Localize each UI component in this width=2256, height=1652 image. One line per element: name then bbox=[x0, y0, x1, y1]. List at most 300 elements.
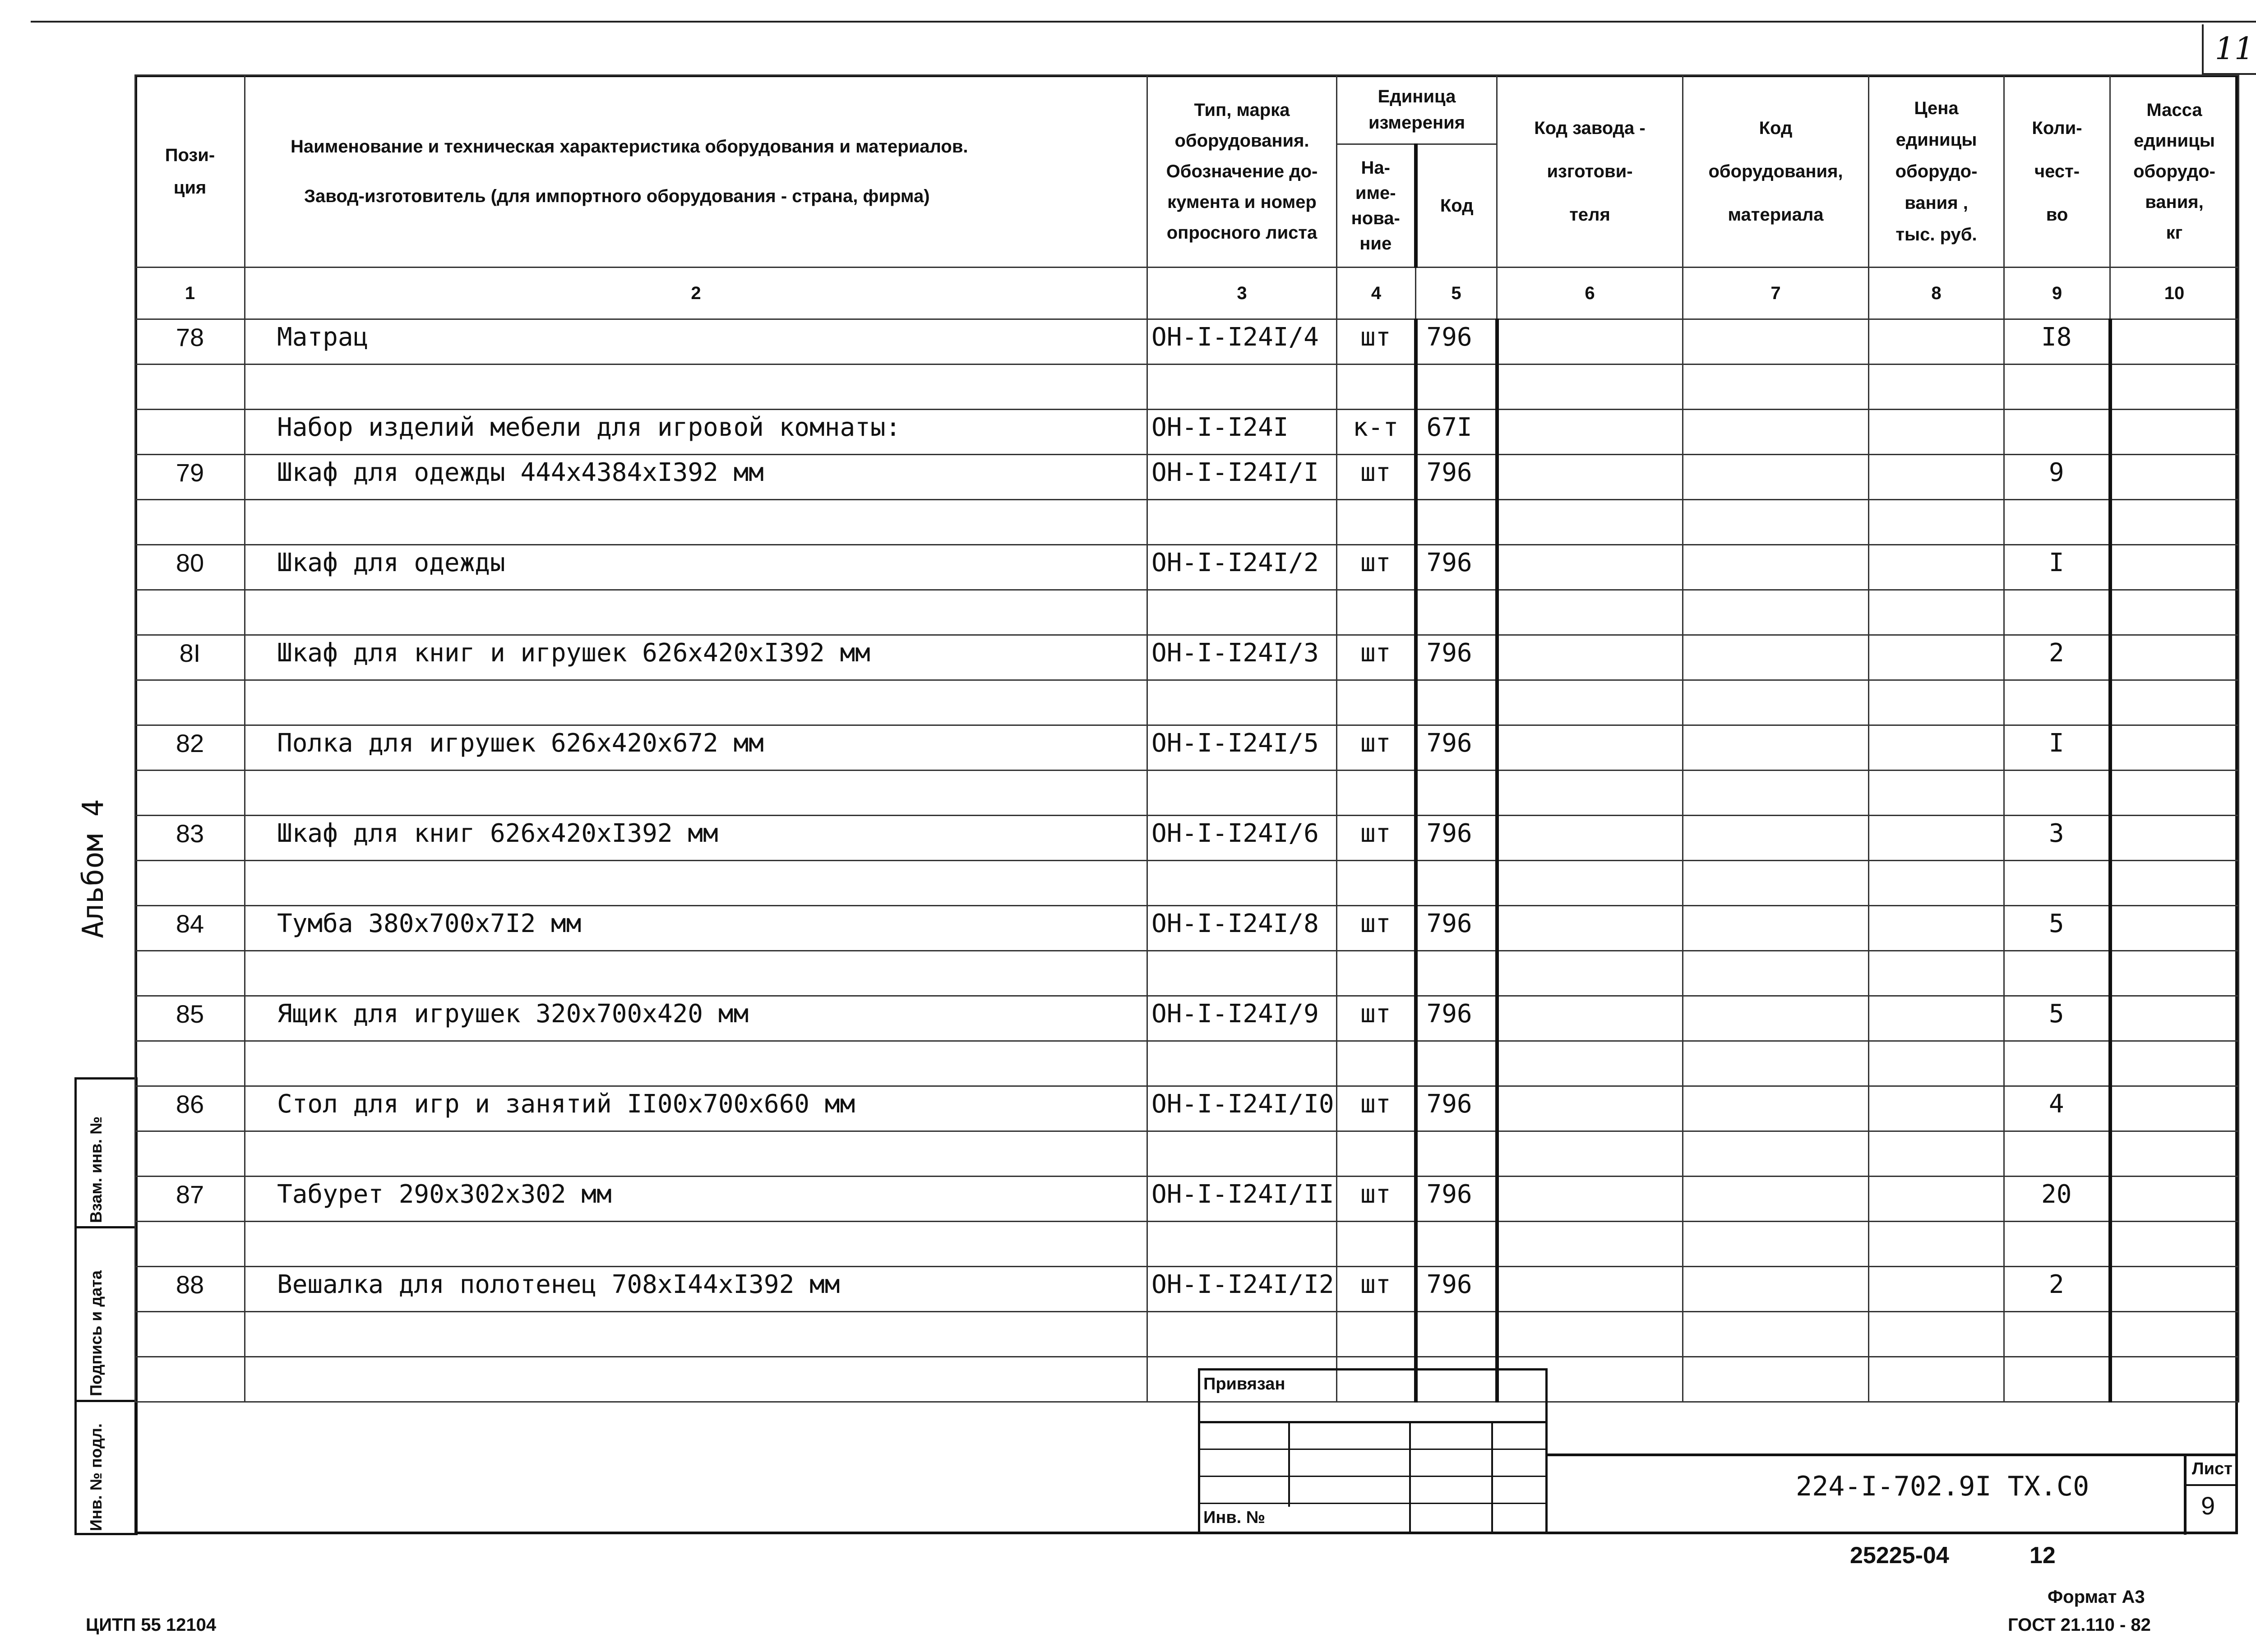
table-row bbox=[135, 816, 2239, 861]
cell-empty bbox=[1869, 1222, 2004, 1267]
cell-code: ОН-I-I24I/5 bbox=[1147, 725, 1337, 771]
cell-name: Тумба 380х700х7I2 мм bbox=[245, 906, 1147, 951]
cell-pos bbox=[135, 951, 245, 996]
cell-empty bbox=[1869, 906, 2004, 951]
header-mass-line: Масса bbox=[2146, 100, 2202, 120]
cell-empty bbox=[1869, 319, 2004, 365]
cell-pos bbox=[135, 1312, 245, 1357]
header-row bbox=[135, 75, 2239, 144]
cell-qty bbox=[2004, 771, 2110, 816]
cell-code: ОН-I-I24I bbox=[1147, 410, 1337, 455]
cell-qty bbox=[2004, 500, 2110, 545]
cell-empty bbox=[1869, 1312, 2004, 1357]
cell-qty: 5 bbox=[2004, 906, 2110, 951]
cell-empty bbox=[2110, 1086, 2239, 1131]
cell-empty bbox=[1497, 410, 1683, 455]
cell-pos: 88 bbox=[135, 1267, 245, 1312]
cell-qty bbox=[2004, 1312, 2110, 1357]
standard-label: ГОСТ 21.110 - 82 bbox=[2008, 1615, 2151, 1635]
cell-ukod: 796 bbox=[1416, 816, 1497, 861]
cell-empty bbox=[1497, 725, 1683, 771]
header-mass-line: единицы bbox=[2134, 130, 2215, 151]
cell-empty bbox=[1683, 1312, 1869, 1357]
cell-name bbox=[245, 1312, 1147, 1357]
table-row bbox=[135, 500, 2239, 545]
header-factory-code-line: теля bbox=[1569, 204, 1610, 225]
cell-qty bbox=[2004, 1222, 2110, 1267]
cell-unit: шт bbox=[1337, 319, 1416, 365]
table-row bbox=[135, 590, 2239, 635]
cell-empty bbox=[1869, 500, 2004, 545]
column-number: 1 bbox=[135, 268, 245, 319]
cell-empty bbox=[2110, 1041, 2239, 1086]
cell-code: ОН-I-I24I/9 bbox=[1147, 996, 1337, 1041]
cell-empty bbox=[1683, 680, 1869, 725]
header-price bbox=[1869, 75, 2004, 268]
cell-qty: I8 bbox=[2004, 319, 2110, 365]
cell-empty bbox=[1683, 1177, 1869, 1222]
cell-empty bbox=[1683, 410, 1869, 455]
header-factory-code-line: Код завода - bbox=[1534, 118, 1646, 138]
header-position bbox=[135, 75, 245, 268]
cell-ukod bbox=[1416, 771, 1497, 816]
cell-empty bbox=[1497, 365, 1683, 410]
cell-empty bbox=[1683, 545, 1869, 590]
cell-qty: I bbox=[2004, 545, 2110, 590]
cell-empty bbox=[1683, 319, 1869, 365]
cell-ukod: 796 bbox=[1416, 1086, 1497, 1131]
cell-code: ОН-I-I24I/2 bbox=[1147, 545, 1337, 590]
cell-ukod bbox=[1416, 951, 1497, 996]
header-factory-code-line: изготови- bbox=[1547, 161, 1633, 181]
header-mass-line: оборудо- bbox=[2133, 161, 2215, 181]
header-unit-name bbox=[1337, 144, 1416, 268]
cell-qty: 2 bbox=[2004, 1267, 2110, 1312]
cell-name bbox=[245, 861, 1147, 906]
table-row bbox=[135, 861, 2239, 906]
stamp-replacement-inventory bbox=[74, 1077, 138, 1228]
table-row bbox=[135, 635, 2239, 680]
cell-pos bbox=[135, 410, 245, 455]
cell-qty bbox=[2004, 590, 2110, 635]
header-unit-group-line: измерения bbox=[1368, 113, 1465, 133]
cell-unit bbox=[1337, 680, 1416, 725]
cell-unit: шт bbox=[1337, 1177, 1416, 1222]
cell-code bbox=[1147, 680, 1337, 725]
sheet-label: Лист bbox=[2192, 1459, 2233, 1478]
cell-name: Шкаф для одежды bbox=[245, 545, 1147, 590]
cell-ukod bbox=[1416, 365, 1497, 410]
cell-empty bbox=[1497, 500, 1683, 545]
cell-code bbox=[1147, 771, 1337, 816]
cell-pos bbox=[135, 590, 245, 635]
table-row bbox=[135, 725, 2239, 771]
cell-unit bbox=[1337, 771, 1416, 816]
cell-empty bbox=[2110, 1357, 2239, 1402]
cell-ukod bbox=[1416, 680, 1497, 725]
cell-qty bbox=[2004, 1041, 2110, 1086]
header-unit-name-line: На- bbox=[1361, 158, 1390, 178]
sheet-number: 9 bbox=[2201, 1491, 2215, 1520]
cell-pos: 84 bbox=[135, 906, 245, 951]
table-row bbox=[135, 1312, 2239, 1357]
cell-pos: 78 bbox=[135, 319, 245, 365]
column-number: 4 bbox=[1337, 268, 1416, 319]
cell-pos: 8I bbox=[135, 635, 245, 680]
cell-empty bbox=[2110, 951, 2239, 996]
cell-empty bbox=[1683, 951, 1869, 996]
document-number: 224-I-702.9I ТХ.С0 bbox=[1796, 1471, 2090, 1502]
cell-empty bbox=[1497, 319, 1683, 365]
sheet-corner-mark: 11 bbox=[2202, 24, 2256, 75]
header-type-line: опросного листа bbox=[1166, 222, 1318, 243]
cell-empty bbox=[1497, 680, 1683, 725]
cell-pos bbox=[135, 771, 245, 816]
header-type bbox=[1147, 75, 1337, 268]
cell-empty bbox=[1869, 725, 2004, 771]
cell-empty bbox=[1869, 590, 2004, 635]
stamp-signature-label: Подпись и дата bbox=[87, 1270, 105, 1396]
cell-name bbox=[245, 951, 1147, 996]
cell-code: ОН-I-I24I/II bbox=[1147, 1177, 1337, 1222]
cell-empty bbox=[1683, 1222, 1869, 1267]
header-unit-name-line: нова- bbox=[1351, 208, 1400, 228]
cell-empty bbox=[2110, 816, 2239, 861]
sheet-cell-divider bbox=[2184, 1454, 2187, 1535]
cell-ukod bbox=[1416, 861, 1497, 906]
cell-unit bbox=[1337, 861, 1416, 906]
document-strip-line bbox=[1548, 1454, 2238, 1456]
cell-empty bbox=[1497, 545, 1683, 590]
cell-empty bbox=[2110, 500, 2239, 545]
cell-qty: 9 bbox=[2004, 455, 2110, 500]
cell-empty bbox=[2110, 996, 2239, 1041]
cell-ukod: 67I bbox=[1416, 410, 1497, 455]
cell-pos bbox=[135, 1041, 245, 1086]
cell-unit: шт bbox=[1337, 635, 1416, 680]
cell-pos bbox=[135, 1357, 245, 1402]
column-number: 6 bbox=[1497, 268, 1683, 319]
table-row bbox=[135, 680, 2239, 725]
header-type-line: кумента и номер bbox=[1167, 192, 1317, 212]
column-number: 10 bbox=[2110, 268, 2239, 319]
cell-unit: шт bbox=[1337, 1267, 1416, 1312]
cell-empty bbox=[1869, 1041, 2004, 1086]
cell-pos bbox=[135, 1131, 245, 1177]
table-row bbox=[135, 410, 2239, 455]
cell-empty bbox=[2110, 680, 2239, 725]
cell-qty: 3 bbox=[2004, 816, 2110, 861]
cell-qty: 2 bbox=[2004, 635, 2110, 680]
header-unit-name-line: ние bbox=[1359, 234, 1392, 254]
cell-empty bbox=[1869, 635, 2004, 680]
table-row bbox=[135, 319, 2239, 365]
cell-empty bbox=[2110, 410, 2239, 455]
cell-empty bbox=[1869, 1357, 2004, 1402]
cell-empty bbox=[1497, 951, 1683, 996]
cell-empty bbox=[1869, 1177, 2004, 1222]
cell-ukod bbox=[1416, 1312, 1497, 1357]
cell-unit: шт bbox=[1337, 906, 1416, 951]
cell-empty bbox=[2110, 590, 2239, 635]
cell-empty bbox=[2110, 1312, 2239, 1357]
cell-empty bbox=[1683, 1267, 1869, 1312]
cell-unit: шт bbox=[1337, 455, 1416, 500]
header-name bbox=[245, 75, 1147, 268]
cell-pos bbox=[135, 500, 245, 545]
cell-empty bbox=[1497, 906, 1683, 951]
cell-unit bbox=[1337, 590, 1416, 635]
cell-qty bbox=[2004, 365, 2110, 410]
cell-empty bbox=[2110, 635, 2239, 680]
header-price-line: оборудо- bbox=[1895, 161, 1978, 181]
header-position-line: ция bbox=[173, 177, 207, 198]
table-row bbox=[135, 545, 2239, 590]
cell-empty bbox=[2110, 365, 2239, 410]
cell-ukod bbox=[1416, 590, 1497, 635]
header-quantity-line: чест- bbox=[2034, 161, 2080, 181]
cell-empty bbox=[1869, 816, 2004, 861]
header-mass-line: вания, bbox=[2145, 192, 2204, 212]
column-number-row bbox=[135, 268, 2239, 319]
cell-empty bbox=[1497, 996, 1683, 1041]
table-row bbox=[135, 365, 2239, 410]
cell-unit: шт bbox=[1337, 545, 1416, 590]
format-label: Формат А3 bbox=[2048, 1587, 2145, 1607]
cell-empty bbox=[1869, 365, 2004, 410]
cell-empty bbox=[2110, 455, 2239, 500]
cell-empty bbox=[2110, 725, 2239, 771]
cell-empty bbox=[2110, 1267, 2239, 1312]
header-price-line: вания , bbox=[1905, 193, 1968, 213]
table-row bbox=[135, 1131, 2239, 1177]
cell-empty bbox=[2110, 545, 2239, 590]
print-label: ЦИТП 55 12104 bbox=[86, 1615, 217, 1635]
cell-empty bbox=[1869, 1131, 2004, 1177]
header-equipment-code-line: Код bbox=[1759, 118, 1793, 138]
cell-empty bbox=[1869, 861, 2004, 906]
cell-pos: 80 bbox=[135, 545, 245, 590]
cell-empty bbox=[1869, 771, 2004, 816]
cell-empty bbox=[1497, 590, 1683, 635]
cell-empty bbox=[1497, 861, 1683, 906]
cell-empty bbox=[1683, 1131, 1869, 1177]
cell-name bbox=[245, 771, 1147, 816]
header-mass-line: кг bbox=[2166, 222, 2183, 243]
cell-ukod: 796 bbox=[1416, 455, 1497, 500]
cell-name: Стол для игр и занятий II00х700х660 мм bbox=[245, 1086, 1147, 1131]
cell-empty bbox=[1497, 635, 1683, 680]
header-price-line: единицы bbox=[1895, 129, 1977, 150]
cell-code bbox=[1147, 1222, 1337, 1267]
header-unit-code: Код bbox=[1416, 144, 1497, 268]
header-name-line: Наименование и техническая характеристика оборудования и материалов. bbox=[291, 136, 968, 157]
cell-empty bbox=[2110, 1222, 2239, 1267]
cell-unit bbox=[1337, 1131, 1416, 1177]
cell-empty bbox=[1869, 996, 2004, 1041]
cell-name: Шкаф для книг 626х420хI392 мм bbox=[245, 816, 1147, 861]
cell-unit bbox=[1337, 1041, 1416, 1086]
cell-code: ОН-I-I24I/6 bbox=[1147, 816, 1337, 861]
cell-name: Вешалка для полотенец 708хI44хI392 мм bbox=[245, 1267, 1147, 1312]
cell-qty bbox=[2004, 1357, 2110, 1402]
table-row bbox=[135, 1267, 2239, 1312]
table-row bbox=[135, 771, 2239, 816]
cell-name: Матрац bbox=[245, 319, 1147, 365]
cell-code bbox=[1147, 590, 1337, 635]
table-row bbox=[135, 1041, 2239, 1086]
header-quantity-line: во bbox=[2046, 204, 2068, 225]
inventory-label: Инв. № bbox=[1203, 1508, 1266, 1527]
cell-ukod: 796 bbox=[1416, 906, 1497, 951]
cell-name: Шкаф для одежды 444х4384хI392 мм bbox=[245, 455, 1147, 500]
cell-unit: шт bbox=[1337, 725, 1416, 771]
cell-ukod: 796 bbox=[1416, 319, 1497, 365]
cell-pos: 79 bbox=[135, 455, 245, 500]
cell-empty bbox=[1497, 455, 1683, 500]
table-row bbox=[135, 951, 2239, 996]
cell-pos: 87 bbox=[135, 1177, 245, 1222]
cell-empty bbox=[2110, 906, 2239, 951]
cell-name: Табурет 290х302х302 мм bbox=[245, 1177, 1147, 1222]
header-factory-code bbox=[1497, 75, 1683, 268]
cell-name bbox=[245, 500, 1147, 545]
cell-empty bbox=[1497, 1177, 1683, 1222]
cell-empty bbox=[1497, 1267, 1683, 1312]
stamp-original-label: Инв. № подл. bbox=[87, 1423, 105, 1531]
cell-pos: 82 bbox=[135, 725, 245, 771]
cell-code: ОН-I-I24I/3 bbox=[1147, 635, 1337, 680]
cell-empty bbox=[1869, 410, 2004, 455]
cell-qty bbox=[2004, 1131, 2110, 1177]
cell-empty bbox=[1869, 680, 2004, 725]
cell-unit bbox=[1337, 1312, 1416, 1357]
header-type-line: Тип, марка bbox=[1194, 100, 1290, 120]
cell-name: Ящик для игрушек 320х700х420 мм bbox=[245, 996, 1147, 1041]
binding-stamp bbox=[1198, 1368, 1548, 1534]
table-row bbox=[135, 455, 2239, 500]
cell-empty bbox=[2110, 1177, 2239, 1222]
cell-code: ОН-I-I24I/4 bbox=[1147, 319, 1337, 365]
table-row bbox=[135, 1177, 2239, 1222]
cell-empty bbox=[1497, 1041, 1683, 1086]
cell-unit bbox=[1337, 500, 1416, 545]
cell-empty bbox=[1497, 1131, 1683, 1177]
cell-empty bbox=[1683, 365, 1869, 410]
column-number: 9 bbox=[2004, 268, 2110, 319]
cell-qty bbox=[2004, 410, 2110, 455]
cell-qty: 4 bbox=[2004, 1086, 2110, 1131]
cell-empty bbox=[1497, 1312, 1683, 1357]
cell-name bbox=[245, 1131, 1147, 1177]
cell-name bbox=[245, 590, 1147, 635]
header-type-line: оборудования. bbox=[1174, 130, 1309, 151]
cell-code bbox=[1147, 1312, 1337, 1357]
specification-table bbox=[134, 74, 2239, 1403]
table-row bbox=[135, 1357, 2239, 1402]
cell-name bbox=[245, 1041, 1147, 1086]
cell-name: Набор изделий мебели для игровой комнаты: bbox=[245, 410, 1147, 455]
cell-empty bbox=[1683, 771, 1869, 816]
header-name-line: Завод-изготовитель (для импортного оборудования - страна, фирма) bbox=[304, 186, 930, 206]
cell-empty bbox=[1683, 635, 1869, 680]
archive-number: 25225-04 bbox=[1850, 1542, 1949, 1569]
header-price-line: Цена bbox=[1914, 98, 1959, 118]
header-unit-name-line: име- bbox=[1355, 183, 1396, 203]
sheet-cell-line bbox=[2184, 1484, 2238, 1486]
cell-pos bbox=[135, 861, 245, 906]
cell-ukod: 796 bbox=[1416, 1267, 1497, 1312]
cell-code bbox=[1147, 500, 1337, 545]
cell-code bbox=[1147, 951, 1337, 996]
cell-name bbox=[245, 1357, 1147, 1402]
cell-pos bbox=[135, 365, 245, 410]
cell-empty bbox=[1497, 1222, 1683, 1267]
cell-empty bbox=[1683, 590, 1869, 635]
cell-empty bbox=[1683, 1041, 1869, 1086]
cell-empty bbox=[1497, 771, 1683, 816]
cell-empty bbox=[1869, 455, 2004, 500]
table-row bbox=[135, 1086, 2239, 1131]
cell-name bbox=[245, 365, 1147, 410]
header-type-line: Обозначение до- bbox=[1166, 161, 1318, 181]
cell-unit: к-т bbox=[1337, 410, 1416, 455]
cell-unit: шт bbox=[1337, 1086, 1416, 1131]
column-number: 3 bbox=[1147, 268, 1337, 319]
cell-code: ОН-I-I24I/8 bbox=[1147, 906, 1337, 951]
cell-empty bbox=[1683, 996, 1869, 1041]
stamp-signature-date bbox=[74, 1226, 138, 1402]
binding-label: Привязан bbox=[1203, 1375, 1285, 1394]
cell-unit bbox=[1337, 951, 1416, 996]
stamp-original-inventory bbox=[74, 1400, 138, 1535]
cell-unit bbox=[1337, 1222, 1416, 1267]
cell-empty bbox=[1869, 1086, 2004, 1131]
cell-empty bbox=[1497, 1086, 1683, 1131]
column-number: 8 bbox=[1869, 268, 2004, 319]
cell-empty bbox=[1869, 951, 2004, 996]
cell-empty bbox=[1683, 906, 1869, 951]
cell-code bbox=[1147, 1131, 1337, 1177]
cell-ukod: 796 bbox=[1416, 1177, 1497, 1222]
cell-ukod: 796 bbox=[1416, 725, 1497, 771]
cell-ukod: 796 bbox=[1416, 996, 1497, 1041]
column-number: 5 bbox=[1416, 268, 1497, 319]
cell-code: ОН-I-I24I/I2 bbox=[1147, 1267, 1337, 1312]
header-equipment-code-line: материала bbox=[1728, 204, 1824, 225]
cell-ukod bbox=[1416, 500, 1497, 545]
cell-unit bbox=[1337, 365, 1416, 410]
cell-pos: 85 bbox=[135, 996, 245, 1041]
cell-empty bbox=[2110, 771, 2239, 816]
cell-ukod: 796 bbox=[1416, 635, 1497, 680]
cell-unit: шт bbox=[1337, 996, 1416, 1041]
header-quantity-line: Коли- bbox=[2032, 118, 2082, 138]
cell-empty bbox=[1683, 500, 1869, 545]
cell-empty bbox=[1683, 725, 1869, 771]
cell-empty bbox=[1497, 816, 1683, 861]
cell-name: Шкаф для книг и игрушек 626х420хI392 мм bbox=[245, 635, 1147, 680]
cell-empty bbox=[1683, 861, 1869, 906]
header-unit-group-line: Единица bbox=[1378, 87, 1456, 106]
table-row bbox=[135, 906, 2239, 951]
cell-qty: 5 bbox=[2004, 996, 2110, 1041]
cell-name bbox=[245, 680, 1147, 725]
cell-name bbox=[245, 1222, 1147, 1267]
header-equipment-code-line: оборудования, bbox=[1708, 161, 1843, 181]
table-row bbox=[135, 1222, 2239, 1267]
cell-pos: 86 bbox=[135, 1086, 245, 1131]
